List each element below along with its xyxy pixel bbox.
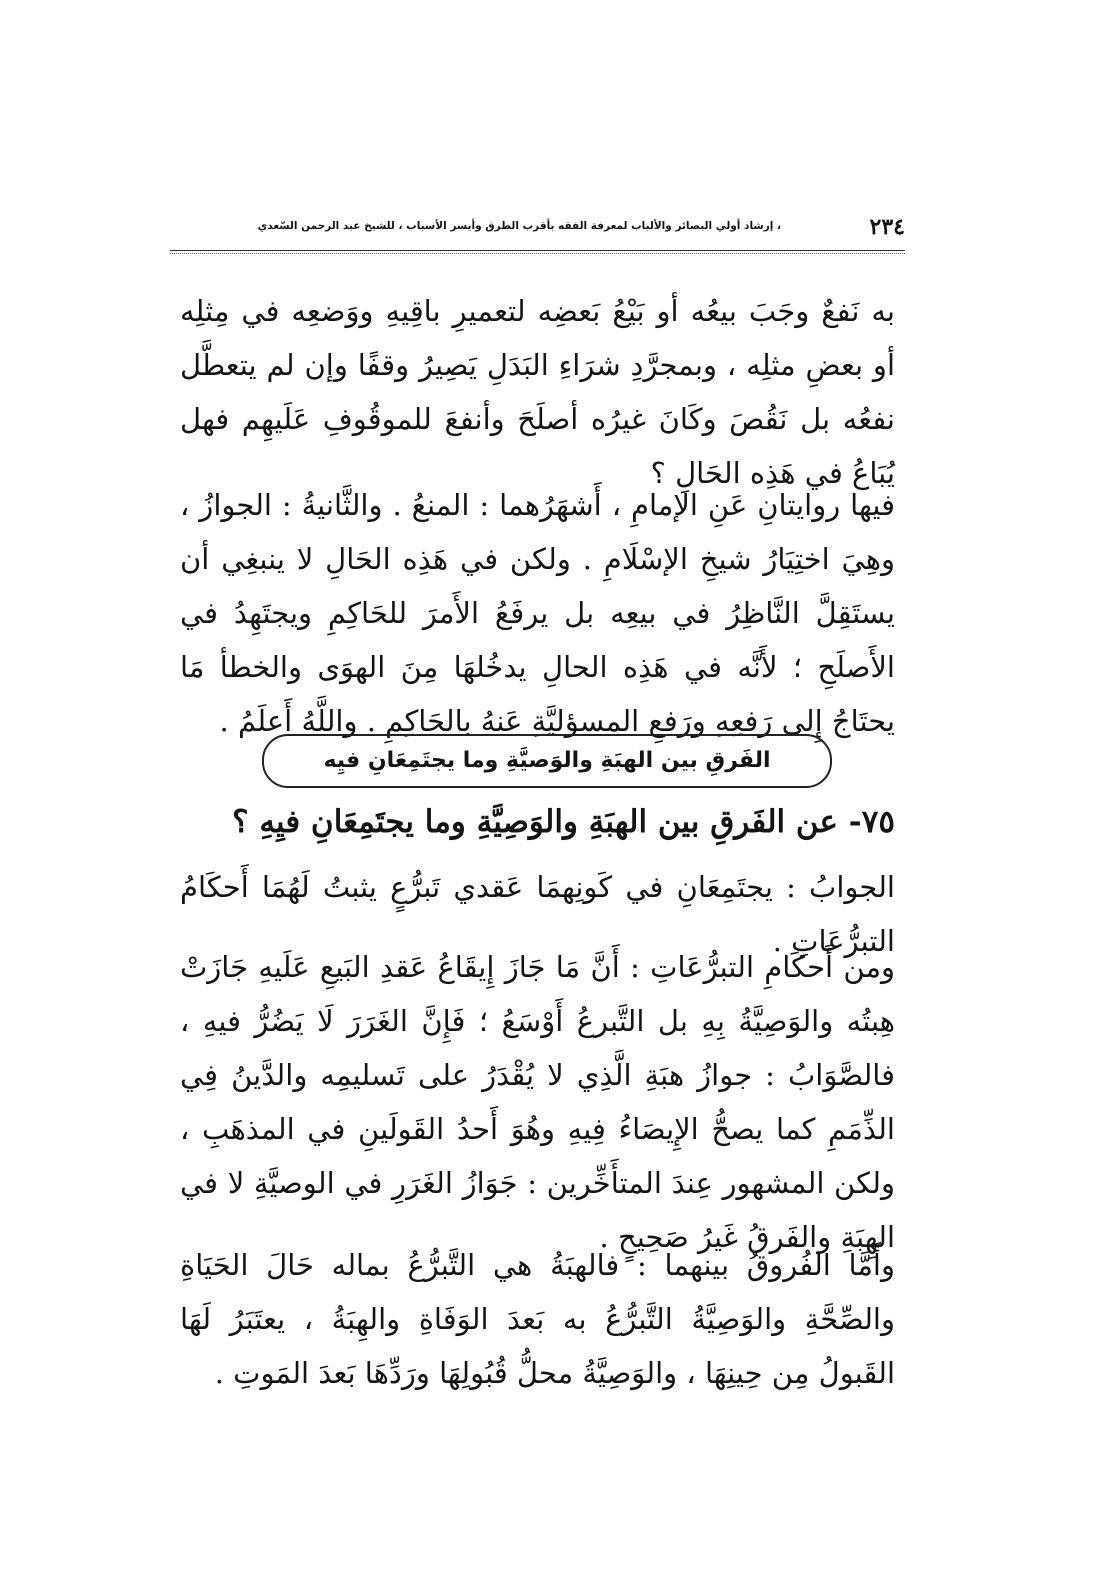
- page-number: ٢٣٤: [869, 214, 905, 240]
- header-rule: [170, 250, 905, 251]
- paragraph-1: [180, 284, 895, 500]
- paragraph-1-text: به نَفعٌ وجَبَ بيعُه أو بَيْعُ بَعضِه لتعميرِ باقِيهِ ووَضعِه في مِثلِه أو بعضِ مثلِه ، وبمجرَّدِ شرَاءِ البَدَلِ يَصِيرُ وقفًا وإن لم يتعطَّل نفعُه بل نَقُصَ وكَانَ غيرُه أصلَحَ وأنفعَ للموقُوفِ عَلَيهِم فهل يُبَاعُ في هَذِه الحَالِ ؟: [180, 294, 895, 490]
- section-heading: الفَرقِ بين الهبَةِ والوَصيَّةِ وما يجتَمِعَانِ فيِه: [323, 748, 771, 773]
- paragraph-2-text: فيها روايتانِ عَنِ الإمامِ ، أَشهَرُهما : المنعُ . والثَّانيةُ : الجوازُ ، وهِيَ اختِيَارُ شيخِ الإسْلَامِ . ولكن في هَذِه الحَالِ لا ينبغِي أن يستَقِلَّ النَّاظِرُ في بيعِه بل يرفَعُ الأَمرَ للحَاكِمِ ويجتَهِدُ في الأَصلَحِ ؛ لأَنَّه في هَذِه الحالِ يدخُلهَا مِنَ الهوَى والخطأ مَا يحتَاجُ إِلى رَفعِهِ ورَفعِ المسؤليَّةِ عَنهُ بالحَاكِمِ . واللَّهُ أَعلَمُ .: [180, 488, 895, 738]
- answer-text: الجوابُ : يجتَمِعَانِ في كَونِهمَا عَقدي تَبرُّعٍ يثبتُ لَهُمَا أَحكَامُ التبرُّعَاتِ .: [180, 870, 895, 958]
- section-heading-box: [262, 734, 832, 788]
- header-rule-dotted: [170, 253, 905, 254]
- running-header: [255, 216, 905, 242]
- paragraph-4: [180, 940, 895, 1264]
- paragraph-5-text: وأَمَّا الفُروقُ بينهما : فالهبَةُ هي التَّبرُّعُ بماله حَالَ الحَيَاةِ والصِّحَّةِ والوَصِيَّةُ التَّبرُّعُ به بَعدَ الوَفَاةِ والهِبَةُ ، يعتَبَرُ لَهَا القَبولُ مِن حِينِهَا ، والوَصِيَّةُ محلُّ قُبُولِهَا ورَدِّهَا بَعدَ المَوتِ .: [180, 1248, 895, 1390]
- running-header-title: ، إرشاد أولي البصائر والألباب لمعرفة الفقه بأقرب الطرق وأيسر الأسباب ، للشيخ عبد الرحمن السّعدي: [257, 220, 781, 232]
- question-heading: ٧٥- عن الفَرقِ بين الهبَةِ والوَصِيَّةِ وما يجتَمِعَانِ فيِهِ ؟: [232, 804, 895, 840]
- paragraph-4-text: ومن أَحكَامِ التبرُّعَاتِ : أَنَّ مَا جَازَ إِيقَاعُ عَقدِ البَيعِ عَلَيهِ جَازَتْ هِبتُه والوَصِيَّةُ بِهِ بل التَّبرعُ أَوْسَعُ ؛ فَإِنَّ الغَرَرَ لَا يَضُرُّ فيهِ ، فالصَّوَابُ : جوازُ هبَةِ الَّذِي لا يُقْدَرُ على تَسليمِه والدَّينُ فِي الذِّمَمِ كما يصحُّ الإِيصَاءُ فِيهِ وهُوَ أَحدُ القَولَينِ في المذهَبِ ، ولكن المشهور عِندَ المتأَخِّرين : جَوَازُ الغَرَرِ في الوصيَّةِ لا في الهِبَةِ والفَرقُ غَيرُ صَحِيحٍ .: [180, 950, 895, 1254]
- paragraph-2: [180, 478, 895, 748]
- paragraph-5: [180, 1238, 895, 1400]
